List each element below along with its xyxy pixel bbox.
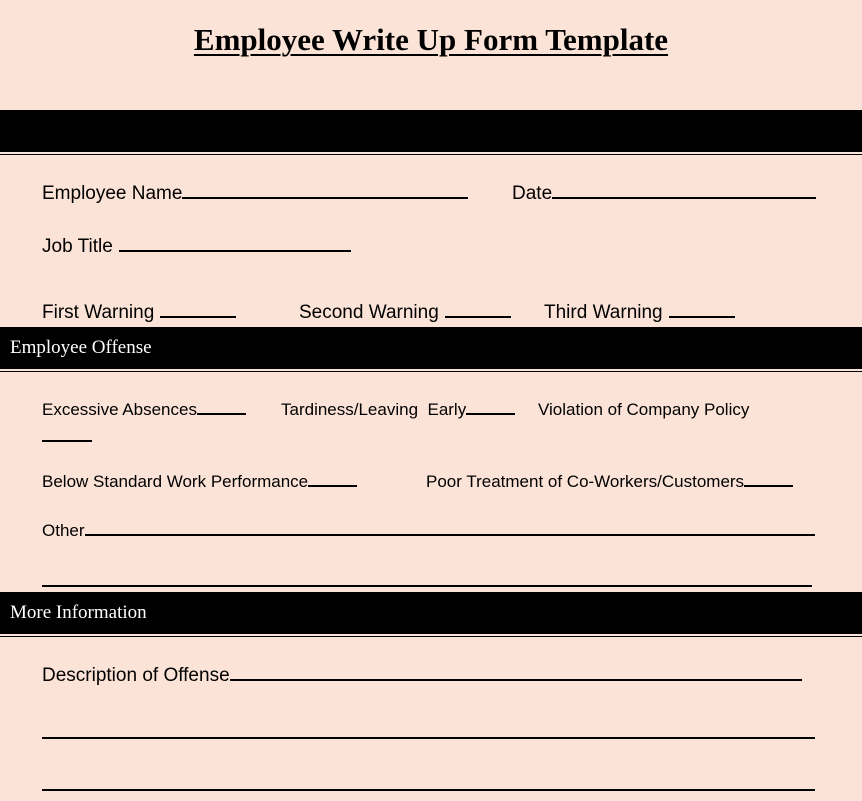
violation-label: Violation of Company Policy: [538, 400, 750, 419]
employee-offense-rule: [0, 371, 862, 372]
excessive-absences-field[interactable]: [42, 400, 246, 420]
excessive-absences-blank[interactable]: [197, 412, 246, 415]
header-bar-rule: [0, 154, 862, 155]
third-warning-field[interactable]: [544, 302, 735, 324]
first-warning-blank[interactable]: [160, 315, 236, 318]
description-line-2[interactable]: [42, 737, 815, 739]
tardiness-field[interactable]: [281, 400, 515, 420]
violation-field[interactable]: [538, 400, 749, 420]
description-line-3[interactable]: [42, 789, 815, 791]
below-standard-label: Below Standard Work Performance: [42, 472, 309, 491]
poor-treatment-label: Poor Treatment of Co-Workers/Customers: [426, 472, 745, 491]
job-title-field[interactable]: [42, 236, 351, 258]
employee-name-field[interactable]: [42, 183, 468, 205]
header-bar: [0, 110, 862, 152]
excessive-absences-label: Excessive Absences: [42, 400, 197, 419]
violation-blank[interactable]: [42, 440, 92, 442]
form-title: Employee Write Up Form Template: [193, 22, 669, 57]
other-blank[interactable]: [85, 533, 815, 536]
second-warning-blank[interactable]: [445, 315, 511, 318]
other-label: Other: [42, 521, 85, 540]
second-warning-label: Second Warning: [299, 302, 439, 323]
below-standard-blank[interactable]: [308, 484, 357, 487]
date-blank[interactable]: [552, 196, 816, 199]
other-field[interactable]: [42, 521, 815, 541]
below-standard-field[interactable]: [42, 472, 357, 492]
employee-name-label: Employee Name: [42, 183, 183, 204]
first-warning-label: First Warning: [42, 302, 155, 323]
tardiness-blank[interactable]: [466, 412, 515, 415]
more-information-heading: More Information: [10, 602, 147, 623]
more-information-rule: [0, 636, 862, 637]
job-title-blank[interactable]: [119, 249, 351, 252]
employee-offense-heading: Employee Offense: [10, 337, 152, 358]
poor-treatment-blank[interactable]: [744, 484, 793, 487]
job-title-label: Job Title: [42, 236, 113, 257]
third-warning-label: Third Warning: [544, 302, 663, 323]
tardiness-label: Tardiness/Leaving Early: [281, 400, 467, 419]
description-blank[interactable]: [230, 678, 802, 681]
employee-offense-bar: [0, 327, 862, 369]
description-field[interactable]: [42, 665, 802, 687]
employee-name-blank[interactable]: [182, 196, 468, 199]
third-warning-blank[interactable]: [669, 315, 735, 318]
other-continuation-line[interactable]: [42, 585, 812, 587]
description-label: Description of Offense: [42, 665, 230, 686]
more-information-bar: [0, 592, 862, 634]
poor-treatment-field[interactable]: [426, 472, 793, 492]
second-warning-field[interactable]: [299, 302, 511, 324]
date-field[interactable]: [512, 183, 816, 205]
date-label: Date: [512, 183, 553, 204]
first-warning-field[interactable]: [42, 302, 236, 324]
